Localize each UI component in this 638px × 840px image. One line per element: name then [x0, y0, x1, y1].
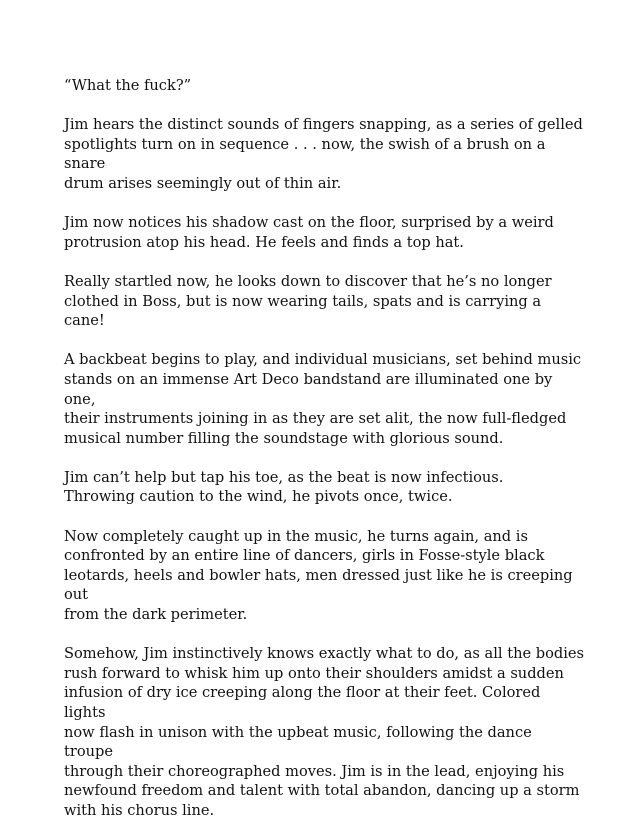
paragraph: Jim hears the distinct sounds of fingers snapping, as a series of gelled spotlights turn on in sequence . . . now, the swish of a brush on a snare drum arises seemingly out of thin air.: [64, 116, 583, 192]
dialogue-line: “What the fuck?”: [64, 77, 192, 94]
paragraph: Jim can’t help but tap his toe, as the beat is now infectious. Throwing caution to the wind, he pivots once, twice.: [64, 468, 504, 506]
paragraph: Now completely caught up in the music, he turns again, and is confronted by an entire line of dancers, girls in Fosse-style black leotards, heels and bowler hats, men dressed just like he is creeping out from the dark perimeter.: [64, 527, 573, 624]
paragraph: Jim now notices his shadow cast on the floor, surprised by a weird protrusion atop his head. He feels and finds a top hat.: [64, 214, 554, 251]
document-body: [64, 76, 584, 840]
paragraph: A backbeat begins to play, and individual musicians, set behind music stands on an immense Art Deco bandstand are illuminated one by one, their instruments joining in as they are set alit, the now full-fledged musical number filling the soundstage with glorious sound.: [64, 351, 582, 447]
paragraph: Somehow, Jim instinctively knows exactly what to do, as all the bodies rush forward to whisk him up onto their shoulders amidst a sudden infusion of dry ice creeping along the floor at their feet. Colored lights now flash in unison with the upbeat music, following the dance troupe through their choreographed moves. Jim is in the lead, enjoying his newfound freedom and talent with total abandon, dancing up a storm with his chorus line.: [64, 645, 585, 819]
paragraph: Really startled now, he looks down to discover that he’s no longer clothed in Boss, but is now wearing tails, spats and is carrying a cane!: [64, 272, 552, 330]
